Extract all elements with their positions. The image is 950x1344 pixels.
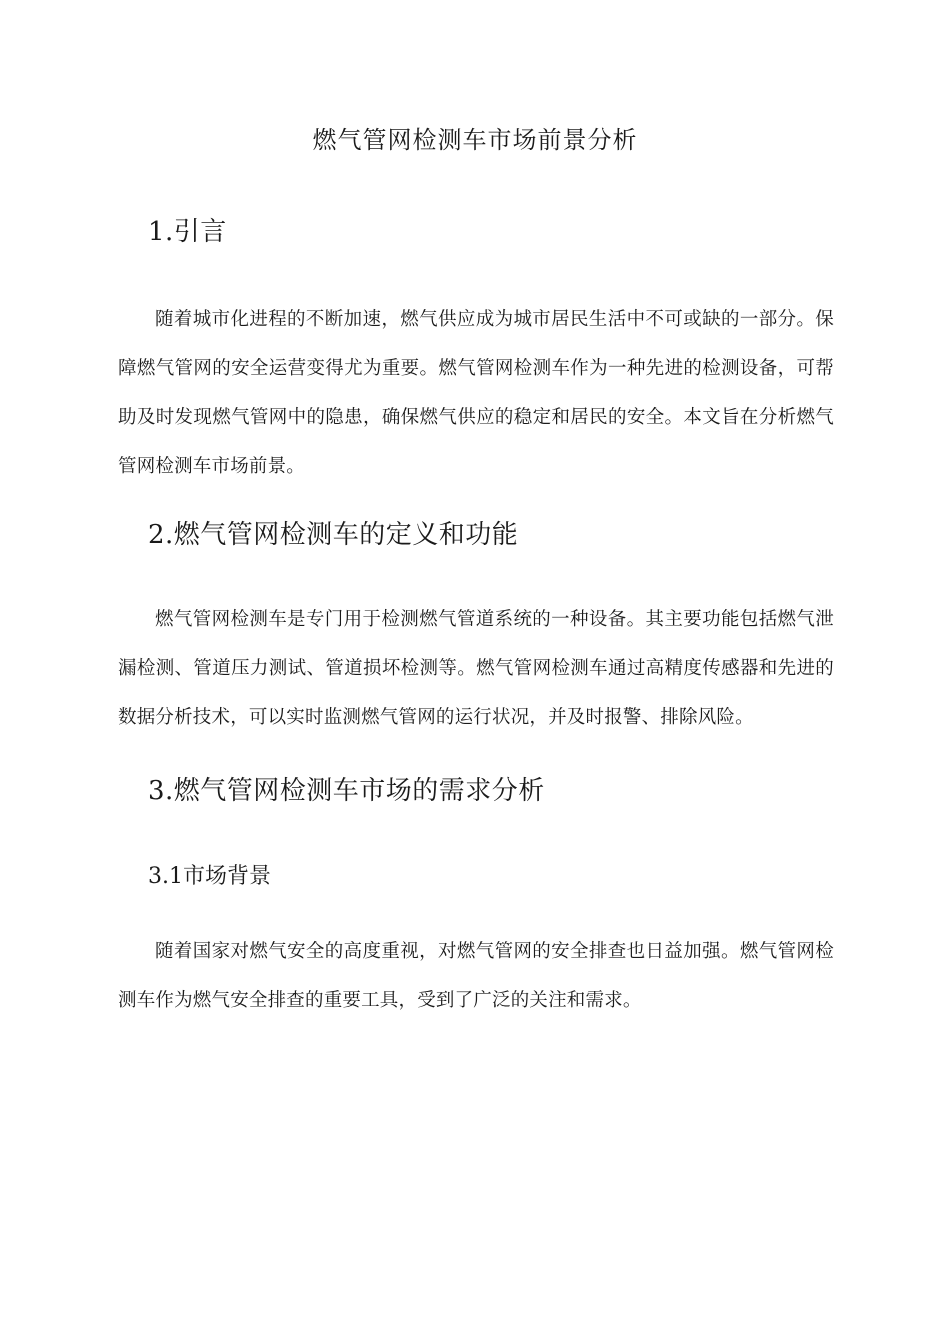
- document-title: 燃气管网检测车市场前景分析: [312, 126, 638, 154]
- section-heading-intro: 1.引言: [148, 217, 227, 247]
- section-paragraph-intro: 随着城市化进程的不断加速，燃气供应成为城市居民生活中不可或缺的一部分。保障燃气管网的安全运营变得尤为重要。燃气管网检测车作为一种先进的检测设备，可帮助及时发现燃气管网中的隐患，确保燃气供应的稳定和居民的安全。本文旨在分析燃气管网检测车市场前景。: [118, 309, 834, 477]
- section-paragraph-definition: 燃气管网检测车是专门用于检测燃气管道系统的一种设备。其主要功能包括燃气泄漏检测、管道压力测试、管道损坏检测等。燃气管网检测车通过高精度传感器和先进的数据分析技术，可以实时监测燃气管网的运行状况，并及时报警、排除风险。: [118, 609, 834, 728]
- subsection-paragraph-market-background: 随着国家对燃气安全的高度重视，对燃气管网的安全排查也日益加强。燃气管网检测车作为燃气安全排查的重要工具，受到了广泛的关注和需求。: [118, 941, 834, 1011]
- section-heading-demand: 3.燃气管网检测车市场的需求分析: [148, 776, 545, 806]
- section-heading-definition: 2.燃气管网检测车的定义和功能: [148, 520, 519, 550]
- subsection-heading-market-background: 3.1市场背景: [148, 864, 271, 889]
